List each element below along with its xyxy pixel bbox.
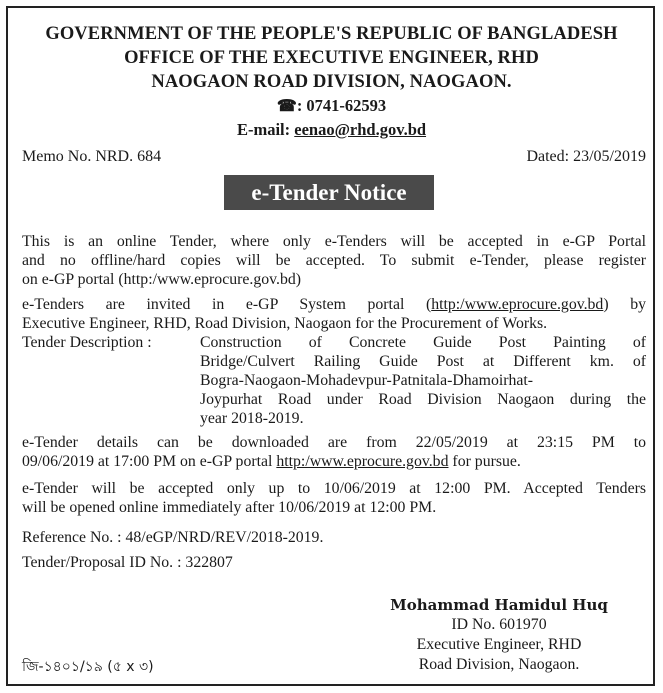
header-office: OFFICE OF THE EXECUTIVE ENGINEER, RHD xyxy=(124,48,539,68)
intro-line: This is an online Tender, where only e-Tenders will be accepted in e-GP Portal xyxy=(22,233,646,250)
memo-number: Memo No. NRD. 684 xyxy=(22,148,162,165)
acceptance-line: e-Tender will be accepted only up to 10/06/2019 at 12:00 PM. Accepted Tenders xyxy=(22,480,646,497)
invitation-paragraph xyxy=(22,295,646,333)
email-line xyxy=(0,118,663,141)
signature-block xyxy=(374,595,624,675)
download-line xyxy=(22,452,646,471)
tender-description-line: Joypurhat Road under Road Division Naogaon during the xyxy=(200,391,646,408)
memo-row xyxy=(22,148,646,166)
header-division: NAOGAON ROAD DIVISION, NAOGAON. xyxy=(151,72,512,92)
invitation-text: ) by xyxy=(603,296,647,313)
phone-number: : 0741-62593 xyxy=(296,96,387,115)
acceptance-line: will be opened online immediately after 10/06/2019 at 12:00 PM. xyxy=(22,499,437,516)
notice-title-text: e-Tender Notice xyxy=(251,179,407,205)
notice-title xyxy=(224,175,434,210)
intro-line: and no offline/hard copies will be accepted. To submit e-Tender, please register xyxy=(22,252,646,269)
eprocure-link[interactable]: http:/www.eprocure.gov.bd xyxy=(431,296,604,313)
tender-id: Tender/Proposal ID No. : 322807 xyxy=(22,554,233,571)
invitation-text: e-Tenders are invited in e-GP System portal ( xyxy=(22,296,432,313)
download-paragraph xyxy=(22,433,646,471)
download-text: 09/06/2019 at 17:00 PM on e-GP portal xyxy=(22,453,277,470)
phone-line xyxy=(0,94,663,118)
tender-description-line: year 2018-2019. xyxy=(200,410,304,427)
signatory-office: Road Division, Naogaon. xyxy=(418,656,580,673)
eprocure-link[interactable]: http:/www.eprocure.gov.bd xyxy=(276,453,449,470)
invitation-line: Executive Engineer, RHD, Road Division, Naogaon for the Procurement of Works. xyxy=(22,315,548,332)
tender-description-line: Construction of Concrete Guide Post Painting of xyxy=(200,334,646,351)
publication-code: জি-১৪০১/১৯ (৫ x ৩) xyxy=(22,659,154,675)
signatory-designation: Executive Engineer, RHD xyxy=(416,636,582,653)
signatory-id: ID No. 601970 xyxy=(451,616,547,633)
intro-paragraph xyxy=(22,232,646,289)
telephone-icon: ☎ xyxy=(276,98,297,115)
tender-description xyxy=(200,333,646,428)
email-label: E-mail: xyxy=(236,120,291,139)
signatory-name: Mohammad Hamidul Huq xyxy=(390,596,608,614)
memo-date: Dated: 23/05/2019 xyxy=(526,148,646,165)
tender-description-line: Bogra-Naogaon-Mohadevpur-Patnitala-Dhamoirhat- xyxy=(200,372,534,389)
tender-description-line: Bridge/Culvert Railing Guide Post at Different km. of xyxy=(200,353,646,370)
tender-description-label: Tender Description : xyxy=(22,334,152,351)
intro-line: on e-GP portal (http:/www.eprocure.gov.bd) xyxy=(22,271,302,288)
download-text: for pursue. xyxy=(448,453,521,470)
header-government: GOVERNMENT OF THE PEOPLE'S REPUBLIC OF BANGLADESH xyxy=(45,24,618,44)
reference-number: Reference No. : 48/eGP/NRD/REV/2018-2019. xyxy=(22,529,324,546)
download-line: e-Tender details can be downloaded are from 22/05/2019 at 23:15 PM to xyxy=(22,434,646,451)
email-link[interactable]: eenao@rhd.gov.bd xyxy=(294,120,427,139)
invitation-line xyxy=(22,295,646,314)
letterhead xyxy=(0,22,663,141)
acceptance-paragraph xyxy=(22,479,646,517)
